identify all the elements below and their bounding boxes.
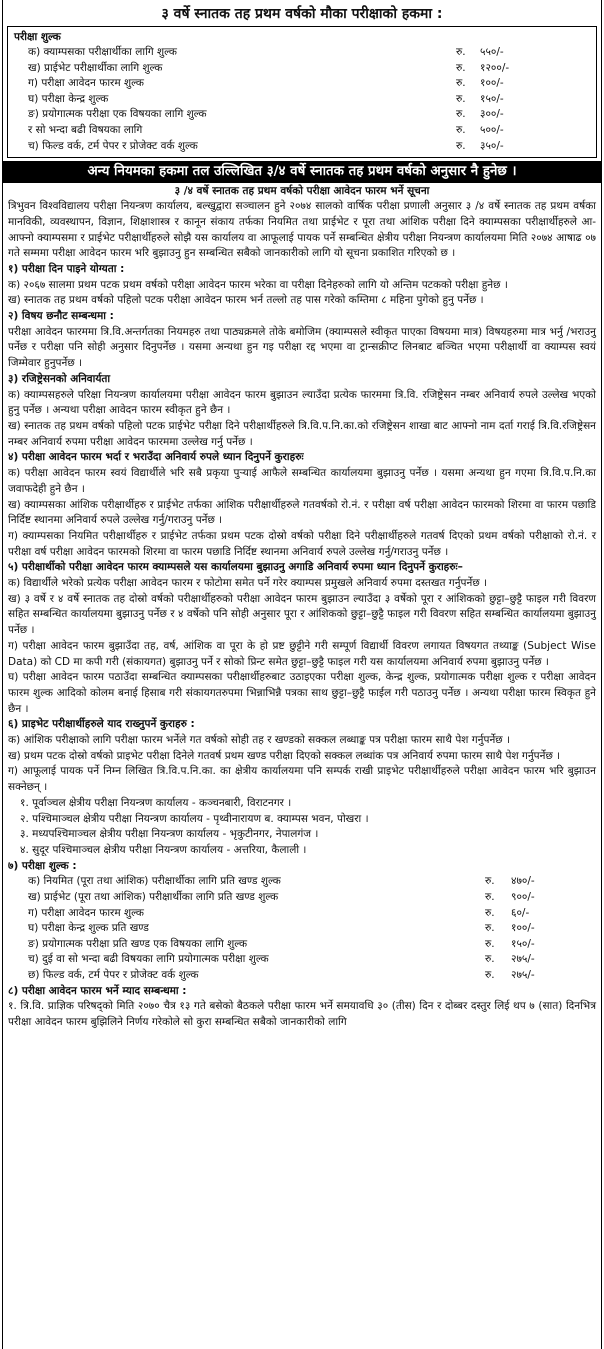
intro-paragraph: त्रिभुवन विश्वविद्यालय परीक्षा नियन्त्रण कार्यालय, बल्खुद्वारा सञ्चालन हुने २०७४ सालको वार्षिक परीक्षा प्रणाली अनुसार ३ /४ वर्षे स्नातक तह प्रथम वर्षका मानविकी, व्यवस्थापन, विज्ञान, शिक्षाशास्त्र र कानून संकाय तर्फका नियमित तथा प्राईभेट र पूरा तथा आंशिक परीक्षा दिने क्याम्पसका परीक्षार्थीहरुले आ-आफ्नो क्याम्पसमा र प्राईभेट परीक्षार्थीहरुले सोझै यस कार्यालय वा आफूलाई पायक पर्ने सम्बन्धित क्षेत्रीय परीक्षा नियन्त्रण कार्यालयमा मिति २०७४ आषाढ ०७ गते सम्ममा परीक्षा आवेदन फारम भरि बुझाउनु हुन सम्बन्धित सबैको जानकारीको लागि यो सूचना प्रकाशित गरिएको छ ।	[8, 200, 596, 260]
fee2-currency: रु.	[485, 968, 495, 981]
fee-row	[14, 76, 590, 92]
fee-currency: रु.	[456, 77, 466, 90]
section-item: ख) स्नातक तह प्रथम वर्षको पहिलो पटक परीक्षा आवेदन फारम भर्न तल्लो तह पास गरेको कम्तिमा ८ महिना पुगेको हुनु पर्नेछ ।	[8, 294, 484, 307]
fee-currency: रु.	[456, 139, 466, 152]
section-item: क) आंशिक परीक्षाको लागि परीक्षा फारम भर्नेले गत वर्षको सोही तह र खण्डको सक्कल लब्धाङ्क पत्र परीक्षा फारम साथै पेश गर्नुपर्नेछ ।	[8, 734, 510, 747]
office-item: २. पश्चिमाञ्चल क्षेत्रीय परीक्षा नियन्त्रण कार्यालय - पृथ्वीनारायण ब. क्याम्पस भवन, पोखरा ।	[20, 812, 369, 825]
fee2-rows	[8, 874, 596, 983]
fee2-currency: रु.	[485, 906, 495, 919]
fee2-amount: ९००/-	[511, 890, 535, 903]
fee-currency: रु.	[456, 123, 466, 136]
fee2-label: ख) प्राईभेट (पूरा तथा आंशिक) परीक्षार्थीका लागि प्रति खण्ड शुल्क	[28, 890, 279, 903]
section-heading: ६) प्राइभेट परीक्षार्थीहरुले याद राख्नुपर्ने कुराहरु :	[8, 718, 195, 731]
fee2-row	[8, 937, 596, 953]
section-item: क) क्याम्पसहरुले परिक्षा नियन्त्रण कार्यालयमा परीक्षा आवेदन फारम बुझाउन ल्याउँदा प्रत्येक फारममा त्रि.वि. रजिष्ट्रेसन नम्बर अनिवार्य रुपले उल्लेख भएको हुनु पर्नेछ । अन्यथा परीक्षा आवेदन फारम स्वीकृत हुने छैन ।	[8, 388, 596, 417]
fee-box	[7, 26, 597, 158]
fee2-amount: ६०/-	[511, 906, 530, 919]
section-item: ग) आफूलाई पायक पर्ने निम्न लिखित त्रि.वि.प.नि.का. का क्षेत्रीय कार्यालयमा पनि सम्पर्क राखी प्राइभेट परीक्षार्थीहरुले परीक्षा आवेदन फारम भरि बुझाउन सक्नेछन् ।	[8, 765, 596, 794]
fee-amount: १२००/-	[480, 61, 510, 74]
fee-label: ङ) प्रयोगात्मक परीक्षा एक विषयका लागि शुल्क	[28, 108, 207, 121]
section8-heading: ८) परीक्षा आवेदन फारम भर्ने म्याद सम्बन्धमा :	[8, 984, 187, 997]
fee-label: घ) परीक्षा केन्द्र शुल्क	[28, 92, 109, 105]
regional-offices	[8, 796, 596, 859]
fee2-amount: ४७०/-	[511, 875, 535, 888]
fee-row	[14, 139, 590, 155]
section-heading: १) परीक्षा दिन पाइने योग्यता :	[8, 262, 125, 275]
fee2-amount: २७५/-	[511, 968, 535, 981]
fee2-label: क) नियमित (पूरा तथा आंशिक) परीक्षार्थीका लागि प्रति खण्ड शुल्क	[28, 875, 281, 888]
fee2-heading: ७) परीक्षा शुल्क :	[8, 859, 77, 872]
section-item: क) २०६७ सालमा प्रथम पटक प्रथम वर्षको परीक्षा आवेदन फारम भरेका वा परीक्षा दिनेहरुको लागि यो अन्तिम पटकको परीक्षा हुनेछ ।	[8, 278, 508, 291]
fee2-row	[8, 890, 596, 906]
section-item: ख) क्याम्पसका आंशिक परीक्षार्थीहरु र प्राईभेट तर्फका आंशिक परीक्षार्थीहरुले गतवर्षको रो.नं. र परीक्षा वर्ष परीक्षा आवेदन फारमको शिरमा वा फारम पछाडि निर्दिष्ट स्थानमा अनिवार्य रुपले उल्लेख गर्नु/गराउनु पर्नेछ ।	[8, 498, 596, 527]
fee-row	[14, 45, 590, 61]
fee-label: ग) परीक्षा आवेदन फारम शुल्क	[28, 77, 144, 90]
fee-currency: रु.	[456, 46, 466, 58]
fee-currency: रु.	[456, 108, 466, 121]
fee-currency: रु.	[456, 92, 466, 105]
fee2-label: घ) परीक्षा केन्द्र शुल्क प्रति खण्ड	[28, 922, 149, 935]
fee2-currency: रु.	[485, 953, 495, 966]
fee2-row	[8, 968, 596, 984]
banner: अन्य नियमका हकमा तल उल्लिखित ३/४ वर्षे स्नातक तह प्रथम वर्षको अनुसार नै हुनेछ ।	[3, 161, 601, 183]
office-item: ३. मध्यपश्चिमाञ्चल क्षेत्रीय परीक्षा नियन्त्रण कार्यालय - भृकुटीनगर, नेपालगंज ।	[20, 828, 319, 841]
fee2-row	[8, 906, 596, 922]
office-item: ४. सुदूर पश्चिमाञ्चल क्षेत्रीय परीक्षा नियन्त्रण कार्यालय - अत्तरिया, कैलाली ।	[20, 843, 307, 856]
notice-content	[3, 183, 601, 1031]
fee-box-rows	[14, 45, 590, 154]
fee-amount: १५०/-	[480, 92, 504, 105]
section-item: ख) प्रथम पटक दोस्रो वर्षको प्राइभेट परीक्षा दिनेले गतवर्ष प्रथम खण्ड परीक्षा दिएको सक्कल लब्धांक पत्र अनिवार्य रुपमा फारम साथै पेश गर्नुपर्नेछ ।	[8, 749, 561, 762]
fee-row	[14, 92, 590, 108]
notice-page	[2, 0, 602, 1349]
fee-row	[14, 123, 590, 139]
section-item: ग) परीक्षा आवेदन फारम बुझाउँदा तह, वर्ष, आंशिक वा पूरा के हो प्रष्ट छुट्टीने गरी सम्पूर्ण विद्यार्थी विवरण लगायत विषयगत तथ्याङ्क (Subject Wise Data) को CD मा कपी गरी (संकायगत) बुझाउनु पर्ने र सोको प्रिन्ट समेत छुट्टा–छुट्टै फाइल गरी यस कार्यालयमा अनिवार्य रुपमा बुझाउनु पर्नेछ ।	[8, 639, 596, 668]
section-heading: २) विषय छनौट सम्बन्धमा :	[8, 310, 114, 323]
fee-currency: रु.	[456, 61, 466, 74]
fee-amount: ५००/-	[480, 123, 504, 136]
section-heading: ३) रजिष्ट्रेसनको अनिवार्यता	[8, 372, 111, 385]
fee-box-title: परीक्षा शुल्क	[14, 31, 61, 43]
top-title: ३ वर्षे स्नातक तह प्रथम वर्षको मौका परीक्षाको हकमा :	[161, 6, 443, 22]
fee2-currency: रु.	[485, 937, 495, 950]
fee2-label: च) दुई वा सो भन्दा बढी विषयका लागि प्रयोगात्मक परीक्षा शुल्क	[28, 953, 269, 966]
section-item: ख) ३ वर्षे र ४ वर्षे स्नातक तह दोस्रो वर्षको परीक्षार्थीहरुको परीक्षा आवेदन फारम बुझाउन ल्याउँदा ३ वर्षेको पूरा र आंशिकको छुट्टा–छुट्टै फाइल गरी विवरण सहित सम्बन्धित कार्यालयमा बुझाउनु पर्नेछ र ४ वर्षेको पनि सोही अनुसार पूरा र आंशिकको छुट्टा–छुट्टै फाइल गरी विवरण सहित सम्बन्धित कार्यालयमा बुझाउनु पर्नेछ ।	[8, 592, 596, 637]
fee2-row	[8, 952, 596, 968]
fee2-label: ग) परीक्षा आवेदन फारम शुल्क	[28, 906, 144, 919]
fee2-currency: रु.	[485, 875, 495, 888]
fee-label: क) क्याम्पसका परीक्षार्थीका लागि शुल्क	[28, 46, 177, 58]
fee2-amount: २७५/-	[511, 953, 535, 966]
fee-row	[14, 61, 590, 77]
fee2-label: ङ) प्रयोगात्मक परीक्षा प्रति खण्ड एक विषयका लागि शुल्क	[28, 937, 248, 950]
fee2-row	[8, 874, 596, 890]
fee2-label: छ) फिल्ड वर्क, टर्म पेपर र प्रोजेक्ट वर्क शुल्क	[28, 968, 199, 981]
section-heading: ४) परीक्षा आवेदन फारम भर्दा र भराउँदा अनिवार्य रुपले ध्यान दिनुपर्ने कुराहरुः	[8, 451, 304, 464]
fee-label: च) फिल्ड वर्क, टर्म पेपर र प्रोजेक्ट वर्क शुल्क	[28, 139, 198, 152]
fee2-row	[8, 921, 596, 937]
notice-title: ३ /४ वर्षे स्नातक तह प्रथम वर्षको परीक्षा आवेदन फारम भर्ने सूचना	[174, 185, 430, 198]
section-item: परीक्षा आवेदन फारममा त्रि.वि.अन्तर्गतका नियमहरु तथा पाठ्यक्रमले तोके बमोजिम (क्याम्पसले स्वीकृत पाएका विषयमा मात्र) विषयहरुमा मात्र भर्नु /भराउनु पर्नेछ र परीक्षा पनि सोही अनुसार दिनुपर्नेछ । यसमा अन्यथा हुन गइ परीक्षा रद्द भएमा वा ट्रान्सक्रीप्ट लिनबाट बञ्चित भएमा परीक्षार्थी वा क्याम्पस स्वयं जिम्मेवार हुनुपर्नेछ ।	[8, 325, 596, 370]
fee-amount: ५५०/-	[480, 46, 504, 58]
section-item: क) परीक्षा आवेदन फारम स्वयं विद्यार्थीले भरि सबै प्रकृया पुऱ्याई आफैले सम्बन्धित कार्यालयमा बुझाउनु पर्नेछ । यसमा अन्यथा हुन गएमा त्रि.वि.प.नि.का जवाफदेही हुने छैन ।	[8, 467, 596, 495]
section-item: ग) क्याम्पसका नियमित परीक्षार्थीहरु र प्राईभेट तर्फका प्रथम पटक दोस्रो वर्षको परीक्षा दिने परीक्षार्थीहरुले गतवर्ष दिएको प्रथम वर्षको परीक्षाको रो.नं. र परीक्षा वर्ष परीक्षा आवेदन फारमको शिरमा वा फारम पछाडि निर्दिष्ट स्थानमा अनिवार्य रुपले उल्लेख गर्नु/गराउनु पर्नेछ ।	[8, 529, 596, 558]
sections	[8, 262, 596, 796]
section-heading: ५) परीक्षार्थीको परीक्षा आवेदन फारम क्याम्पसले यस कार्यालयमा बुझाउनु अगाडि अनिवार्य रुपमा ध्यान दिनुपर्ने कुराहरुः–	[8, 561, 463, 574]
section-item: क) विद्यार्थीले भरेको प्रत्येक परीक्षा आवेदन फारम र फोटोमा समेत पर्ने गरेर क्याम्पस प्रमुखले अनिवार्य रुपमा दस्तखत गर्नुपर्नेछ ।	[8, 577, 488, 590]
fee-label: ख) प्राईभेट परीक्षार्थीका लागि शुल्क	[28, 61, 163, 74]
fee-label: र सो भन्दा बढी विषयका लागि	[28, 123, 143, 136]
section-item: घ) परीक्षा आवेदन फारम पठाउँदा सम्बन्धित क्याम्पसका परीक्षार्थीहरुबाट उठाइएका परीक्षा शुल्क, केन्द्र शुल्क, प्रयोगात्मक परीक्षा शुल्क र परीक्षा आवेदन फारम शुल्क आदिको कोलम बनाई हिसाब गरी संकायगतरुपमा भिन्नाभिन्नै पत्रका साथ छुट्टा–छुट्टै फाईल गरी पठाउनु पर्नेछ । अन्यथा परीक्षा फारम स्विकृत हुने छैन ।	[8, 671, 596, 715]
fee2-amount: १००/-	[511, 922, 535, 935]
office-item: १. पूर्वाञ्चल क्षेत्रीय परीक्षा नियन्त्रण कार्यालय - कञ्चनबारी, विराटनगर ।	[20, 796, 292, 809]
fee2-currency: रु.	[485, 890, 495, 903]
fee2-amount: १५०/-	[511, 937, 535, 950]
fee-amount: ३००/-	[480, 108, 504, 121]
section8-text: १. त्रि.वि. प्राज्ञिक परिषद्को मिति २०७० चैत्र १३ गते बसेको बैठकले परीक्षा फारम भर्ने समयावधि ३० (तीस) दिन र दोब्बर दस्तुर लिई थप ७ (सात) दिनभित्र परीक्षा आवेदन फारम बुझिलिने निर्णय गरेकोले सो कुरा सम्बन्धित सबैको जानकारीको लागि	[8, 1000, 596, 1028]
fee-amount: १००/-	[480, 77, 504, 90]
fee2-currency: रु.	[485, 922, 495, 935]
section-item: ख) स्नातक तह प्रथम वर्षको पहिलो पटक प्राईभेट परीक्षा दिने परीक्षार्थीहरुले त्रि.वि.प.नि.का.को रजिष्ट्रेसन शाखा बाट आफ्नो नाम दर्ता गराई त्रि.वि.रजिष्ट्रेसन नम्बर अनिवार्य रुपमा परीक्षा आवेदन फारममा उल्लेख गर्नु पर्नेछ ।	[8, 420, 596, 448]
fee-row	[14, 107, 590, 123]
fee-amount: ३५०/-	[480, 139, 504, 152]
